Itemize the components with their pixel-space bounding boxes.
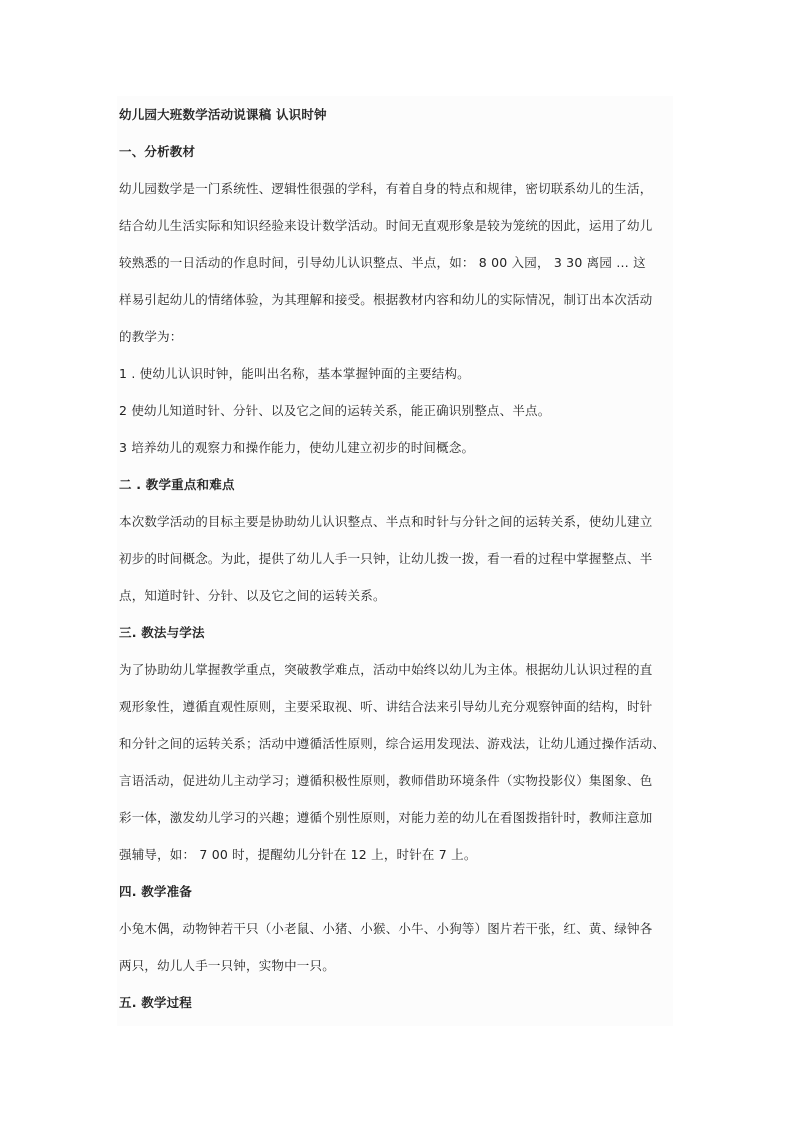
paragraph-line: 点，知道时针、分针、以及它之间的运转关系。 bbox=[119, 588, 386, 603]
paragraph-line: 两只，幼儿人手一只钟，实物中一只。 bbox=[119, 958, 335, 973]
paragraph-line: 本次数学活动的目标主要是协助幼儿认识整点、半点和时针与分针之间的运转关系，使幼儿建立 bbox=[119, 514, 653, 529]
paragraph-line: 幼儿园数学是一门系统性、逻辑性很强的学科，有着自身的特点和规律，密切联系幼儿的生活， bbox=[119, 181, 653, 196]
paragraph-line: 样易引起幼儿的情绪体验，为其理解和接受。根据教材内容和幼儿的实际情况，制订出本次活动 bbox=[119, 292, 653, 307]
paragraph-line: 初步的时间概念。为此，提供了幼儿人手一只钟，让幼儿拨一拨，看一看的过程中掌握整点、半 bbox=[119, 551, 653, 566]
paragraph-line: 小兔木偶，动物钟若干只（小老鼠、小猪、小猴、小牛、小狗等）图片若干张，红、黄、绿钟各 bbox=[119, 921, 653, 936]
paragraph-line: 的教学为： bbox=[119, 329, 183, 344]
goal-item: 2 使幼儿知道时针、分针、以及它之间的运转关系，能正确识别整点、半点。 bbox=[119, 403, 551, 418]
section-heading-methods: 三. 教法与学法 bbox=[119, 625, 205, 640]
goal-item: 1 . 使幼儿认识时钟，能叫出名称，基本掌握钟面的主要结构。 bbox=[119, 366, 470, 381]
section-heading-preparation: 四. 教学准备 bbox=[119, 884, 193, 899]
paragraph-line: 强辅导，如： 7 00 时，提醒幼儿分针在 12 上，时针在 7 上。 bbox=[119, 847, 477, 862]
paragraph-line: 为了协助幼儿掌握教学重点，突破教学难点，活动中始终以幼儿为主体。根据幼儿认识过程的直 bbox=[119, 662, 653, 677]
paragraph-line: 结合幼儿生活实际和知识经验来设计数学活动。时间无直观形象是较为笼统的因此，运用了幼儿 bbox=[119, 218, 653, 233]
section-heading-key-points: 二 . 教学重点和难点 bbox=[119, 477, 235, 492]
paragraph-line: 和分针之间的运转关系；活动中遵循活性原则，综合运用发现法、游戏法，让幼儿通过操作活动、 bbox=[119, 736, 666, 751]
document-title: 幼儿园大班数学活动说课稿 认识时钟 bbox=[119, 107, 327, 122]
goal-item: 3 培养幼儿的观察力和操作能力，使幼儿建立初步的时间概念。 bbox=[119, 440, 475, 455]
paragraph-line: 言语活动，促进幼儿主动学习；遵循积极性原则，教师借助环境条件（实物投影仪）集图象、色 bbox=[119, 773, 653, 788]
section-heading-analysis: 一、分析教材 bbox=[119, 144, 196, 159]
section-heading-process: 五. 教学过程 bbox=[119, 995, 193, 1010]
paragraph-line: 较熟悉的一日活动的作息时间，引导幼儿认识整点、半点，如： 8 00 入园， 3 30 离园 … 这 bbox=[119, 255, 646, 270]
paragraph-line: 彩一体，激发幼儿学习的兴趣；遵循个别性原则，对能力差的幼儿在看图拨指针时，教师注意加 bbox=[119, 810, 653, 825]
paragraph-line: 观形象性，遵循直观性原则，主要采取视、听、讲结合法来引导幼儿充分观察钟面的结构，时针 bbox=[119, 699, 653, 714]
